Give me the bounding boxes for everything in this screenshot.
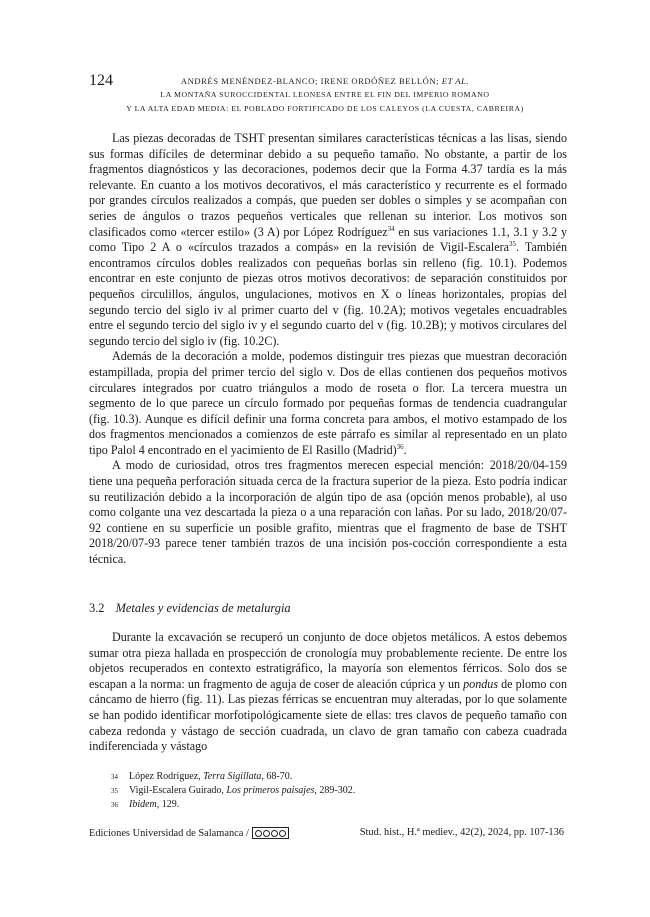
paragraph: Durante la excavación se recuperó un conjunto de doce objetos metálicos. A estos debemos sumar otra pieza hallada en prospección de cronología muy probablemente reciente. De entre los objetos recuperados en contexto estratigráfico, la mayoría son elementos férricos. Solo dos se escapan a la norma: un fragmento de aguja de coser de aleación cúprica y un pondus de plomo con cáncamo de hierro (fig. 11). Las piezas férricas se encuentran muy alteradas, por lo que solamente se han podido identificar morfotipológicamente siete de ellas: tres clavos de pequeño tamaño con cabeza redonda y vástago de sección cuadrada, un clavo de gran tamaño con cabeza cuadrada indiferenciada y vástago [89,630,567,754]
running-head-title-line-1: LA MONTAÑA SUROCCIDENTAL LEONESA ENTRE EL FIN DEL IMPERIO ROMANO [160,90,490,99]
section-heading [89,601,291,616]
footnote: 35 Vigil-Escalera Guirado, Los primeros paisajes, 289-302. [111,785,356,796]
footnotes [111,770,355,812]
creative-commons-icon [252,827,289,839]
footnote-ref[interactable]: 34 [387,224,395,233]
footnote: 34 López Rodríguez, Terra Sigillata, 68-70. [111,771,293,782]
paragraph: Las piezas decoradas de TSHT presentan similares características técnicas a las lisas, siendo sus formas difíciles de determinar debido a su pequeño tamaño. No obstante, a partir de los fragmentos diagnósticos y las decoraciones, podemos decir que la Forma 4.37 tardía es la más relevante. En cuanto a los motivos decorativos, el más característico y recurrente es el formado por grandes círculos realizados a compás, que pueden ser dobles o simples y se acompañan con series de ángulos o trazos pequeños verticales que rellenan su interior. Los motivos son clasificados como «tercer estilo» (3 A) por López Rodríguez$^{34}$ en sus variaciones 1.1, 3.1 y 3.2 y como Tipo 2 A o «círculos trazados a compás» en la revisión de Vigil-Escalera$^{35}$. También encontramos círculos dobles realizados con pequeñas borlas sin relleno (fig. 10.1). Podemos encontrar en este conjunto de piezas otros motivos decorativos: de separación constituidos por pequeños circulillos, ángulos, ungulaciones, motivos en X o líneas horizontales, propias del segundo tercio del siglo iv al primer cuarto del v (fig. 10.2A); motivos vegetales encuadrables entre el segundo tercio del siglo iv y el segundo cuarto del v (fig. 10.2B); y motivos circulares del segundo tercio del siglo iv (fig. 10.2C). [89,131,567,348]
footer-publisher: Ediciones Universidad de Salamanca / [89,827,289,839]
footnote-mark: 35 [111,787,118,795]
section-title: Metales y evidencias de metalurgia [115,601,291,615]
footer-citation: Stud. hist., H.ª mediev., 42(2), 2024, pp. 107-136 [359,827,564,838]
footnote-ref[interactable]: 35 [508,240,516,249]
running-head [70,74,580,116]
footnote-mark: 36 [111,801,118,809]
paragraph: Además de la decoración a molde, podemos distinguir tres piezas que muestran decoración estampillada, propia del primer tercio del siglo v. Dos de ellas contienen dos pequeños motivos circulares integrados por cuatro triángulos a modo de roseta o flor. La tercera muestra un segmento de lo que parece un círculo formado por pequeñas formas de tendencia cuadrangular (fig. 10.3). Aunque es difícil definir una forma concreta para ambos, el motivo estampado de los dos fragmentos mencionados a comienzos de este párrafo es similar al representado en un plato tipo Palol 4 encontrado en el yacimiento de El Rasillo (Madrid)$^{36}$. [89,349,567,457]
running-head-title-line-2: Y LA ALTA EDAD MEDIA: EL POBLADO FORTIFICADO DE LOS CALEYOS (LA CUESTA, CABREIRA) [126,104,524,113]
paragraph: A modo de curiosidad, otros tres fragmentos merecen especial mención: 2018/20/04-159 tiene una pequeña perforación situada cerca de la fractura superior de la pieza. Esto podría indicar su reutilización debido a la incorporación de algún tipo de asa (opción menos probable), al uso como colgante una vez descartada la pieza o a una reparación con lañas. Por su lado, 2018/20/07-92 contiene en su superficie un posible grafito, mientras que el fragmento de base de TSHT 2018/20/07-93 parece tener también trazos de una incisión pos-cocción correspondiente a esta técnica. [89,458,567,567]
section-body-text [89,630,567,755]
footnote-mark: 34 [111,773,118,781]
footnote-ref[interactable]: 36 [396,442,404,451]
section-number: 3.2 [89,601,105,615]
body-text [89,131,567,568]
footnote: 36 Ibidem, 129. [111,799,180,810]
running-head-authors: ANDRÉS MENÉNDEZ-BLANCO; IRENE ORDÓÑEZ BELLÓN; ET AL. [180,76,470,86]
page-number: 124 [89,72,113,89]
